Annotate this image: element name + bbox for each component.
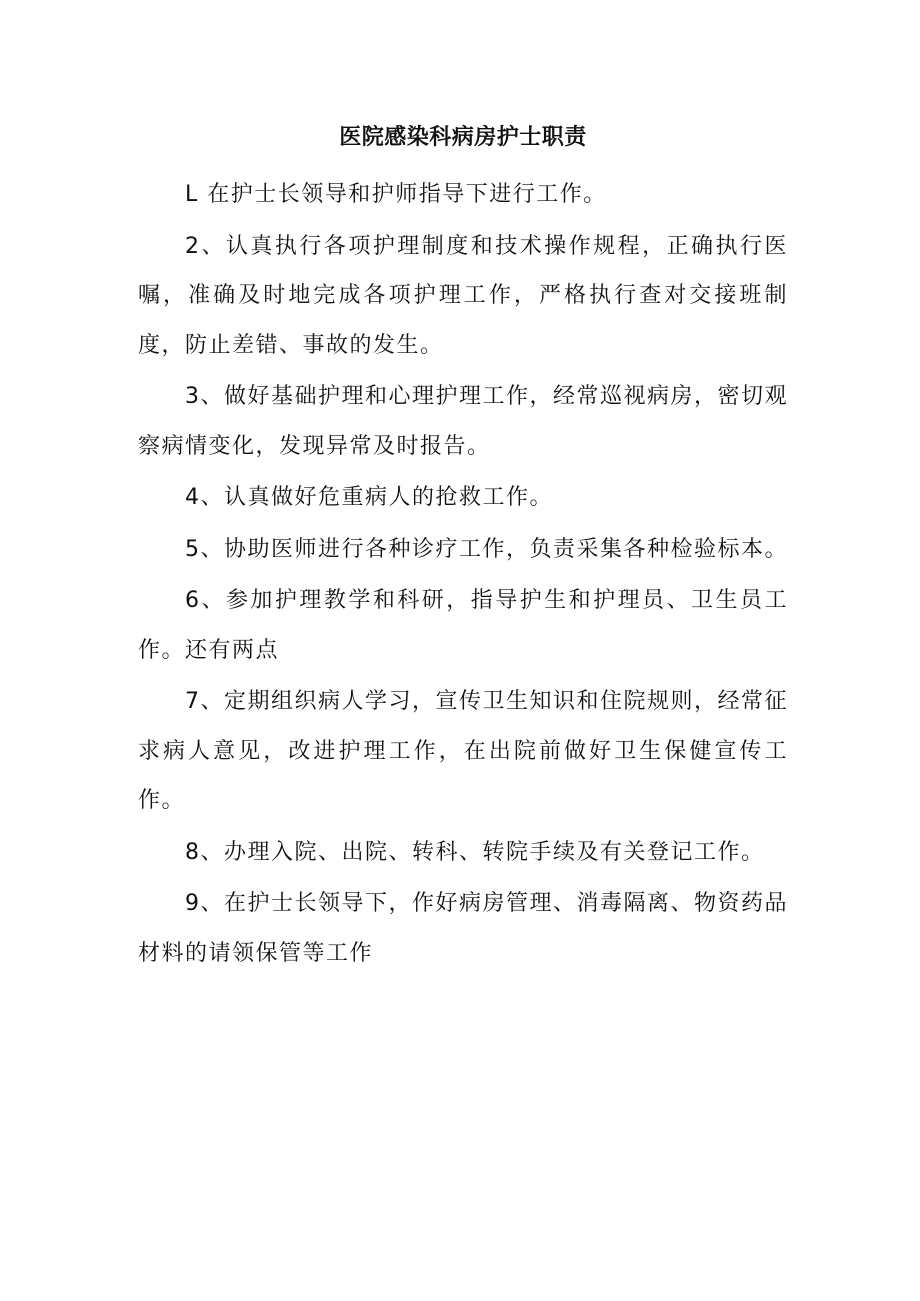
- duty-item-4: 4、认真做好危重病人的抢救工作。: [185, 485, 553, 510]
- document-title: 医院感染科病房护士职责: [339, 125, 587, 150]
- duty-item-5: 5、协助医师进行各种诊疗工作，负责采集各种检验标本。: [185, 536, 788, 562]
- duty-item-6: 6、参加护理教学和科研，指导护生和护理员、卫生员工作。还有两点: [138, 588, 788, 663]
- duty-item-2: 2、认真执行各项护理制度和技术操作规程，正确执行医嘱，准确及时地完成各项护理工作，严格执行查对交接班制度，防止差错、事故的发生。: [138, 233, 788, 358]
- duty-item-9: 9、在护士长领导下，作好病房管理、消毒隔离、物资药品材料的请领保管等工作: [138, 891, 788, 966]
- duty-list: [138, 170, 788, 978]
- duty-item-8: 8、办理入院、出院、转科、转院手续及有关登记工作。: [185, 839, 765, 865]
- document-page: [138, 118, 788, 980]
- duty-item-3: 3、做好基础护理和心理护理工作，经常巡视病房，密切观察病情变化，发现异常及时报告。: [138, 384, 788, 459]
- duty-item-1: L 在护士长领导和护师指导下进行工作。: [185, 182, 607, 207]
- duty-item-7: 7、定期组织病人学习，宣传卫生知识和住院规则，经常征求病人意见，改进护理工作，在出院前做好卫生保健宣传工作。: [138, 689, 788, 813]
